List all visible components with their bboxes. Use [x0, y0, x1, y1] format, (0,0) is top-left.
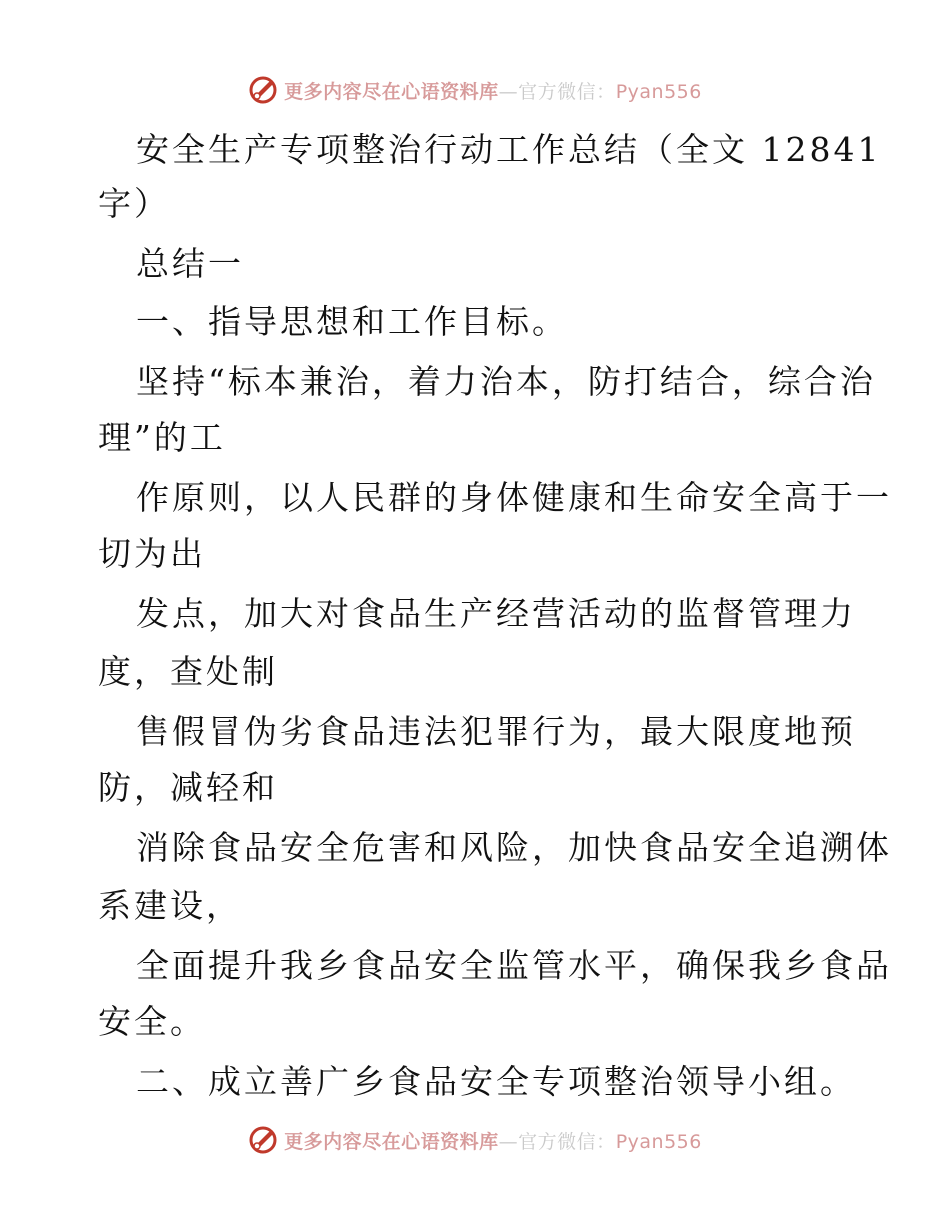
doc-paragraph-line: 售假冒伪劣食品违法犯罪行为，最大限度地预: [136, 712, 856, 751]
doc-paragraph-line: 切为出: [98, 534, 206, 573]
banner-wechat-label: 官方微信：: [518, 80, 616, 103]
footer-banner: [0, 1120, 950, 1160]
logo-icon: [248, 1125, 278, 1155]
banner-text: [284, 1127, 702, 1154]
doc-paragraph-line: 系建设，: [98, 886, 242, 925]
doc-paragraph-line: 度，查处制: [98, 652, 278, 691]
doc-paragraph-line: 发点，加大对食品生产经营活动的监督管理力: [136, 594, 856, 633]
doc-paragraph-line: 理”的工: [98, 418, 226, 457]
header-banner: [0, 70, 950, 110]
banner-separator: —: [498, 80, 519, 103]
doc-paragraph-line: 坚持“标本兼治，着力治本，防打结合，综合治: [136, 362, 876, 401]
doc-title-line-1: 安全生产专项整治行动工作总结（全文 12841: [136, 130, 882, 169]
doc-section-heading: 总结一: [136, 244, 244, 283]
banner-wechat-label: 官方微信：: [518, 1130, 616, 1153]
doc-title-line-2: 字）: [98, 184, 170, 223]
logo-icon: [248, 75, 278, 105]
doc-paragraph-line: 一、指导思想和工作目标。: [136, 302, 568, 341]
doc-paragraph-line: 消除食品安全危害和风险，加快食品安全追溯体: [136, 828, 892, 867]
banner-wechat-id: Pyan556: [615, 80, 702, 103]
banner-main-text: 更多内容尽在心语资料库: [284, 1130, 499, 1153]
doc-paragraph-line: 防，减轻和: [98, 768, 278, 807]
banner-wechat-id: Pyan556: [615, 1130, 702, 1153]
doc-paragraph-line: 作原则，以人民群的身体健康和生命安全高于一: [136, 478, 892, 517]
doc-paragraph-line: 安全。: [98, 1002, 206, 1041]
doc-paragraph-line: 二、成立善广乡食品安全专项整治领导小组。: [136, 1062, 856, 1101]
doc-paragraph-line: 全面提升我乡食品安全监管水平，确保我乡食品: [136, 946, 892, 985]
banner-text: [284, 77, 702, 104]
banner-separator: —: [498, 1130, 519, 1153]
banner-main-text: 更多内容尽在心语资料库: [284, 80, 499, 103]
